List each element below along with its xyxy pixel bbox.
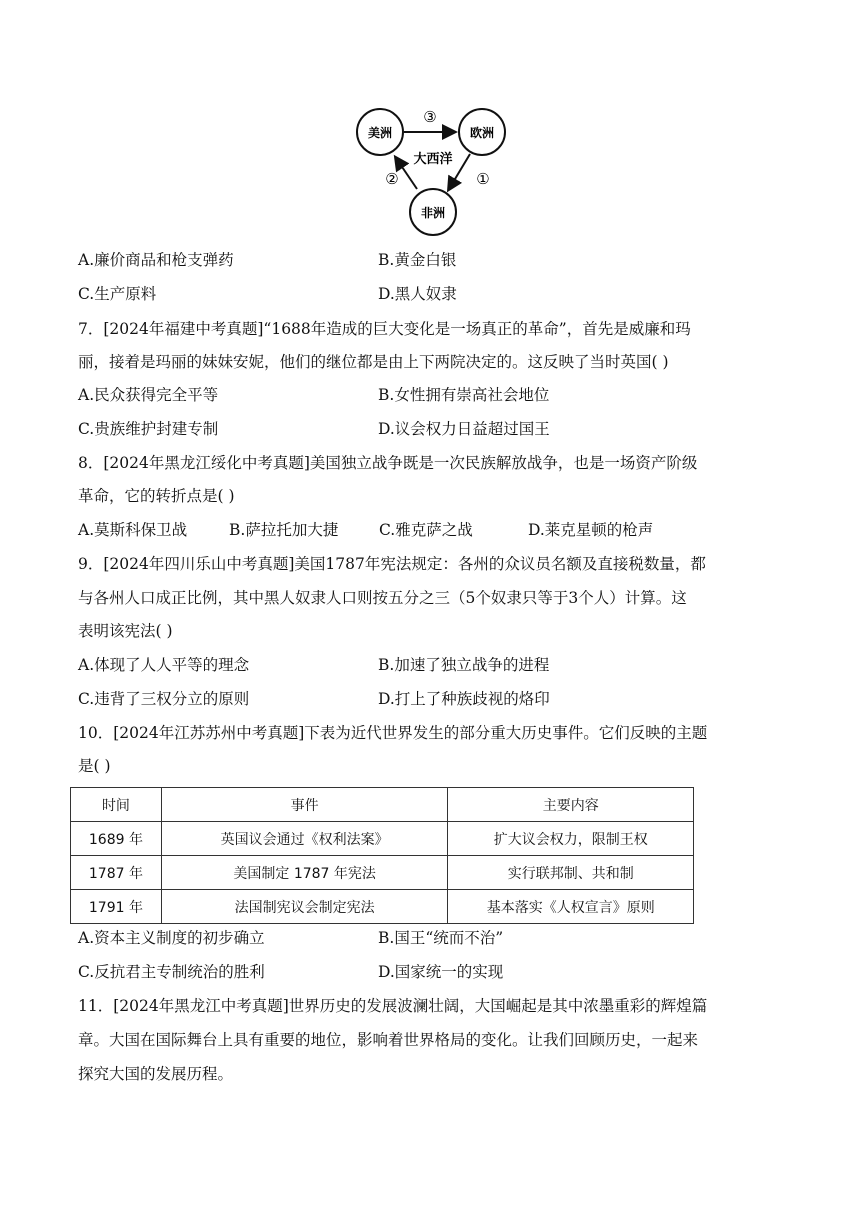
q10-option-d[interactable]: D.国家统一的实现 — [378, 963, 504, 981]
table-header-row — [71, 788, 694, 822]
q7-stem-line2: 丽，接着是玛丽的妹妹安妮，他们的继位都是由上下两院决定的。这反映了当时英国( ) — [78, 353, 669, 371]
q6-option-c[interactable]: C.生产原料 — [78, 285, 157, 303]
q9-stem-line1: 9．[2024年四川乐山中考真题]美国1787年宪法规定：各州的众议员名额及直接税数量，都 — [78, 555, 706, 573]
q10-option-c[interactable]: C.反抗君主专制统治的胜利 — [78, 963, 265, 981]
cell-content: 实行联邦制、共和制 — [448, 856, 694, 890]
q7-stem-line1: 7．[2024年福建中考真题]“1688年造成的巨大变化是一场真正的革命”，首先是威廉和玛 — [78, 320, 691, 338]
q7-option-b[interactable]: B.女性拥有崇高社会地位 — [378, 386, 550, 404]
atlantic-label: 大西洋 — [413, 152, 453, 167]
q9-option-b[interactable]: B.加速了独立战争的进程 — [378, 656, 550, 674]
arrow-two-label: ② — [385, 170, 399, 188]
q6-option-a[interactable]: A.廉价商品和枪支弹药 — [78, 251, 234, 269]
cell-content: 基本落实《人权宣言》原则 — [448, 890, 694, 924]
triangular-trade-diagram — [350, 100, 510, 240]
table-row — [71, 856, 694, 890]
header-event: 事件 — [161, 788, 448, 822]
q9-stem-line2: 与各州人口成正比例，其中黑人奴隶人口则按五分之三（5个奴隶只等于3个人）计算。这 — [78, 589, 687, 607]
q6-option-d[interactable]: D.黑人奴隶 — [378, 285, 457, 303]
header-time: 时间 — [71, 788, 162, 822]
cell-time: 1787 年 — [71, 856, 162, 890]
q9-option-d[interactable]: D.打上了种族歧视的烙印 — [378, 690, 550, 708]
q11-stem-line1: 11．[2024年黑龙江中考真题]世界历史的发展波澜壮阔，大国崛起是其中浓墨重彩的辉煌篇 — [78, 997, 708, 1015]
q7-option-a[interactable]: A.民众获得完全平等 — [78, 386, 219, 404]
cell-time: 1791 年 — [71, 890, 162, 924]
q10-option-a[interactable]: A.资本主义制度的初步确立 — [78, 929, 265, 947]
q10-stem-line2: 是( ) — [78, 757, 111, 775]
q7-option-c[interactable]: C.贵族维护封建专制 — [78, 420, 219, 438]
q6-option-b[interactable]: B.黄金白银 — [378, 251, 457, 269]
q10-option-b[interactable]: B.国王“统而不治” — [378, 929, 504, 947]
table-row — [71, 890, 694, 924]
americas-label: 美洲 — [367, 126, 393, 140]
cell-event: 英国议会通过《权利法案》 — [161, 822, 448, 856]
cell-content: 扩大议会权力，限制王权 — [448, 822, 694, 856]
cell-event: 美国制定 1787 年宪法 — [161, 856, 448, 890]
q8-stem-line2: 革命，它的转折点是( ) — [78, 487, 235, 505]
header-content: 主要内容 — [448, 788, 694, 822]
africa-label: 非洲 — [420, 206, 446, 220]
q11-stem-line2: 章。大国在国际舞台上具有重要的地位，影响着世界格局的变化。让我们回顾历史，一起来 — [78, 1031, 699, 1049]
q10-stem-line1: 10．[2024年江苏苏州中考真题]下表为近代世界发生的部分重大历史事件。它们反映的主题 — [78, 724, 708, 742]
history-events-table — [70, 787, 694, 924]
q8-option-d[interactable]: D.莱克星顿的枪声 — [528, 521, 654, 539]
cell-event: 法国制宪议会制定宪法 — [161, 890, 448, 924]
q8-option-a[interactable]: A.莫斯科保卫战 — [78, 521, 188, 539]
q9-option-c[interactable]: C.违背了三权分立的原则 — [78, 690, 250, 708]
cell-time: 1689 年 — [71, 822, 162, 856]
q9-stem-line3: 表明该宪法( ) — [78, 622, 173, 640]
arrow-three-label: ③ — [423, 108, 437, 126]
q8-option-c[interactable]: C.雅克萨之战 — [379, 521, 473, 539]
q9-option-a[interactable]: A.体现了人人平等的理念 — [78, 656, 250, 674]
europe-label: 欧洲 — [469, 126, 495, 140]
q8-option-b[interactable]: B.萨拉托加大捷 — [229, 521, 339, 539]
q8-stem-line1: 8．[2024年黑龙江绥化中考真题]美国独立战争既是一次民族解放战争，也是一场资产阶级 — [78, 454, 698, 472]
arrow-one-label: ① — [476, 170, 490, 188]
table-row — [71, 822, 694, 856]
q7-option-d[interactable]: D.议会权力日益超过国王 — [378, 420, 550, 438]
q11-stem-line3: 探究大国的发展历程。 — [78, 1065, 234, 1083]
